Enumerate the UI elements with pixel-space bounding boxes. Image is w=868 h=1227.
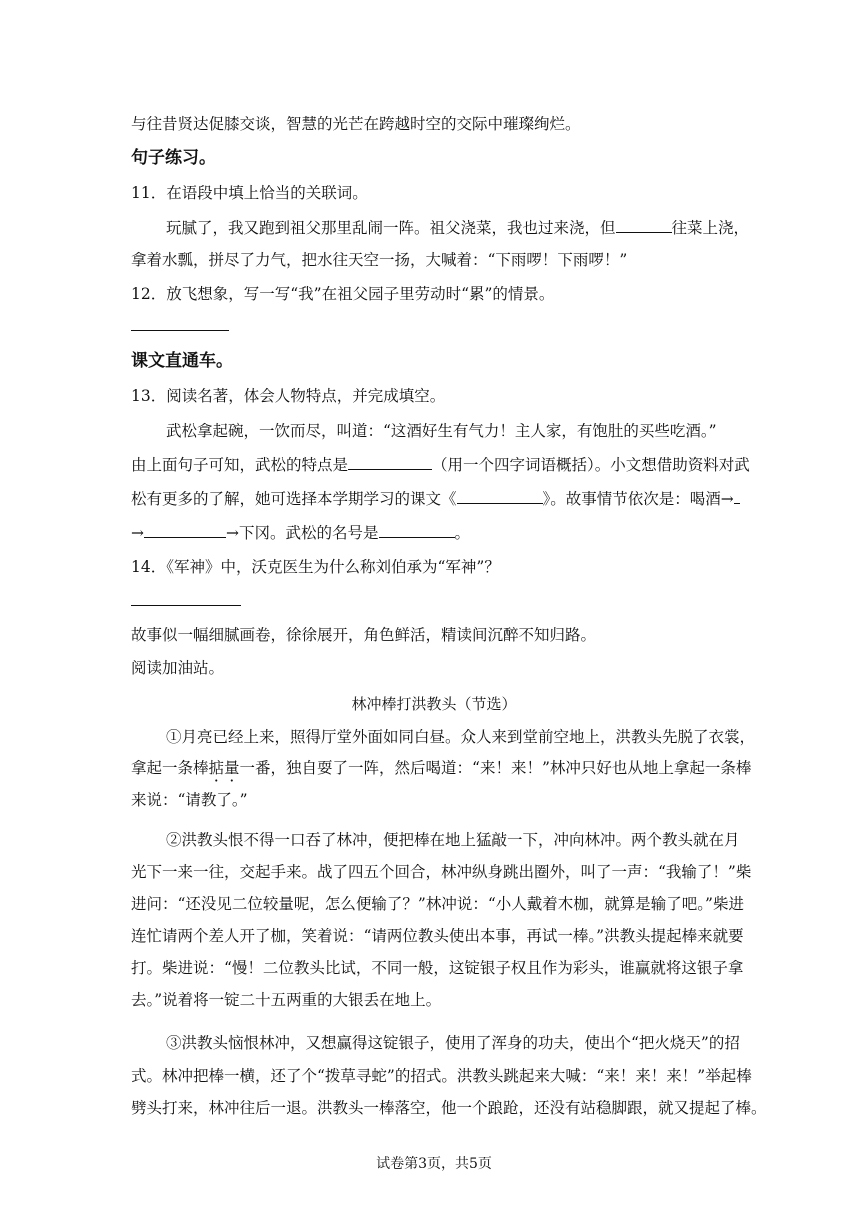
passage-p1-line-2 — [131, 758, 751, 778]
q13-lesson-blank[interactable] — [457, 489, 543, 504]
passage-p2-line-3: 进问：“还没见二位较量呢，怎么便输了？”林冲说：“小人戴着木枷，就算是输了吧。”柴进 — [131, 895, 744, 913]
reading-station-label: 阅读加油站。 — [131, 659, 225, 677]
q11-answer-blank[interactable] — [616, 218, 672, 233]
q11-text-b: 往菜上浇， — [671, 219, 750, 237]
q13-l3-text-b: →下冈。武松的名号是 — [226, 524, 379, 542]
page-footer: 试卷第3页，共5页 — [376, 1156, 492, 1172]
question-14-prompt: 14．《军神》中，沃克医生为什么称刘伯承为“军神”？ — [131, 558, 500, 576]
q13-l1-text-a: 由上面句子可知，武松的特点是 — [131, 456, 349, 474]
q13-l3-text-a: → — [131, 524, 144, 542]
question-11-line-1 — [166, 218, 749, 238]
passage-p2-line-6: 去。”说着将一锭二十五两重的大银丢在地上。 — [131, 991, 442, 1009]
question-11-line-2: 拿着水瓢，拼尽了力气，把水往天空一扬，大喊着：“下雨啰！下雨啰！” — [131, 251, 628, 269]
passage-p3-line-2: 式。林冲把棒一横，还了个“拨草寻蛇”的招式。洪教头跳起来大喊：“来！来！来！”举起棒 — [131, 1067, 752, 1085]
q13-line-3 — [131, 523, 470, 543]
passage-p2-line-5: 打。柴进说：“慢！二位教头比试，不同一般，这锭银子权且作为彩头，谁赢就将这银子拿 — [131, 959, 744, 977]
q12-answer-line[interactable] — [131, 330, 229, 331]
p1-l2-text-b: 一番，独自耍了一阵，然后喝道：“来！来！”林冲只好也从地上拿起一条棒 — [239, 759, 752, 777]
emphasis-char-1: 掂 — [208, 759, 225, 777]
passage-p2-line-4: 连忙请两个差人开了枷，笑着说：“请两位教头使出本事，再试一棒。”洪教头提起棒来就要 — [131, 927, 744, 945]
q13-line-1 — [131, 455, 750, 475]
q13-plot-blank-1[interactable] — [734, 489, 740, 504]
question-13-prompt: 13．阅读名著，体会人物特点，并完成填空。 — [131, 387, 446, 405]
question-11-prompt: 11．在语段中填上恰当的关联词。 — [131, 184, 368, 202]
reading-intro: 故事似一幅细腻画卷，徐徐展开，角色鲜活，精读间沉醉不知归路。 — [131, 626, 597, 644]
section-heading-sentence: 句子练习。 — [131, 148, 216, 168]
question-12-prompt: 12．放飞想象，写一写“我”在祖父园子里劳动时“累”的情景。 — [131, 285, 555, 303]
passage-p2-line-1: ②洪教头恨不得一口吞了林冲，便把棒在地上猛敲一下，冲向林冲。两个教头就在月 — [166, 831, 740, 849]
q13-l3-text-c: 。 — [454, 524, 471, 542]
passage-p1-line-1: ①月亮已经上来，照得厅堂外面如同白昼。众人来到堂前空地上，洪教头先脱了衣裳， — [166, 728, 756, 746]
q13-line-2 — [131, 489, 740, 509]
q13-plot-blank-2[interactable] — [144, 523, 226, 538]
q13-trait-blank[interactable] — [348, 455, 432, 470]
intro-tail-text: 与往昔贤达促膝交谈，智慧的光芒在跨越时空的交际中璀璨绚烂。 — [131, 115, 581, 133]
q11-text-a: 玩腻了，我又跑到祖父那里乱闹一阵。祖父浇菜，我也过来浇，但 — [166, 219, 616, 237]
q13-l2-text-a: 松有更多的了解，她可选择本学期学习的课文《 — [131, 490, 457, 508]
q13-quote: 武松拿起碗，一饮而尽，叫道：“这酒好生有气力！主人家，有饱肚的买些吃酒。” — [166, 422, 717, 440]
p1-l2-text-a: 拿起一条棒 — [131, 759, 209, 777]
section-heading-text: 课文直通车。 — [131, 351, 233, 371]
emphasis-char-2: 量 — [224, 759, 240, 777]
passage-title: 林冲棒打洪教头（节选） — [351, 695, 517, 713]
q13-title-blank[interactable] — [379, 523, 455, 538]
passage-p1-line-3: 来说：“请教了。” — [131, 791, 248, 809]
passage-p3-line-3: 劈头打来，林冲往后一退。洪教头一棒落空，他一个踉跄，还没有站稳脚跟，就又提起了棒。 — [131, 1099, 767, 1117]
q13-l2-text-b: 》。故事情节依次是：喝酒→ — [542, 490, 734, 508]
q14-answer-line[interactable] — [131, 605, 241, 606]
passage-p2-line-2: 光下一来一往，交起手来。战了四五个回合，林冲纵身跳出圈外，叫了一声：“我输了！”柴 — [131, 863, 752, 881]
passage-p3-line-1: ③洪教头恼恨林冲，又想赢得这锭银子，使用了浑身的功夫，使出个“把火烧天”的招 — [166, 1034, 740, 1052]
q13-l1-text-b: （用一个四字词语概括）。小文想借助资料对武 — [432, 456, 750, 474]
